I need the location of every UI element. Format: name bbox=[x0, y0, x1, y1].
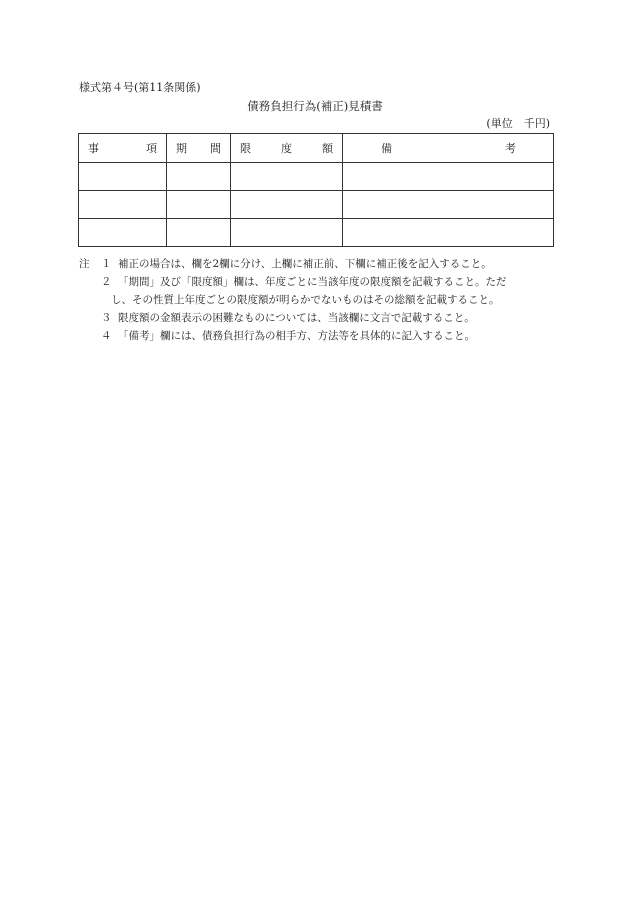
estimate-table bbox=[78, 133, 554, 247]
note-text: 補正の場合は、欄を2欄に分け、上欄に補正前、下欄に補正後を記入すること。 bbox=[118, 258, 492, 270]
header-remarks bbox=[343, 134, 554, 163]
cell-remarks[interactable] bbox=[343, 163, 554, 191]
document-title: 債務負担行為(補正)見積書 bbox=[247, 99, 383, 113]
cell-item[interactable] bbox=[79, 163, 167, 191]
notes-section bbox=[79, 255, 559, 345]
header-period-char: 間 bbox=[210, 142, 221, 155]
unit-label: (単位 千円) bbox=[486, 117, 550, 130]
header-limit-amount bbox=[231, 134, 343, 163]
cell-period[interactable] bbox=[167, 163, 231, 191]
note-text: 「備考」欄には、債務負担行為の相手方、方法等を具体的に記入すること。 bbox=[118, 330, 475, 342]
header-remarks-char: 備 bbox=[381, 142, 392, 155]
header-limit-char: 度 bbox=[281, 142, 292, 155]
note-3 bbox=[79, 309, 559, 327]
cell-limit-amount[interactable] bbox=[231, 163, 343, 191]
note-number: ４ bbox=[101, 330, 112, 342]
note-text: 「期間」及び「限度額」欄は、年度ごとに当該年度の限度額を記載すること。ただ bbox=[118, 276, 507, 288]
cell-limit-amount[interactable] bbox=[231, 219, 343, 247]
header-limit-char: 限 bbox=[240, 142, 251, 155]
form-number: 様式第４号(第11条関係) bbox=[79, 81, 201, 94]
header-limit-char: 額 bbox=[322, 142, 333, 155]
cell-item[interactable] bbox=[79, 219, 167, 247]
cell-limit-amount[interactable] bbox=[231, 191, 343, 219]
note-number: ３ bbox=[101, 312, 112, 324]
note-text: 限度額の金額表示の困難なものについては、当該欄に文言で記載すること。 bbox=[118, 312, 475, 324]
header-period bbox=[167, 134, 231, 163]
note-1 bbox=[79, 255, 559, 273]
note-2 bbox=[79, 273, 559, 291]
table-row bbox=[79, 219, 554, 247]
cell-remarks[interactable] bbox=[343, 219, 554, 247]
header-item-char: 項 bbox=[146, 142, 157, 155]
header-item-char: 事 bbox=[88, 142, 99, 155]
cell-remarks[interactable] bbox=[343, 191, 554, 219]
header-item bbox=[79, 134, 167, 163]
notes-label: 注 bbox=[79, 258, 90, 270]
note-number: ２ bbox=[101, 276, 112, 288]
note-number: １ bbox=[101, 258, 112, 270]
table-row bbox=[79, 163, 554, 191]
note-2-continuation bbox=[79, 291, 559, 309]
cell-period[interactable] bbox=[167, 191, 231, 219]
note-4 bbox=[79, 327, 559, 345]
header-period-char: 期 bbox=[176, 142, 187, 155]
cell-item[interactable] bbox=[79, 191, 167, 219]
table-header-row bbox=[79, 134, 554, 163]
header-remarks-char: 考 bbox=[505, 142, 516, 155]
note-text: し、その性質上年度ごとの限度額が明らかでないものはその総額を記載すること。 bbox=[111, 294, 500, 306]
table-row bbox=[79, 191, 554, 219]
cell-period[interactable] bbox=[167, 219, 231, 247]
